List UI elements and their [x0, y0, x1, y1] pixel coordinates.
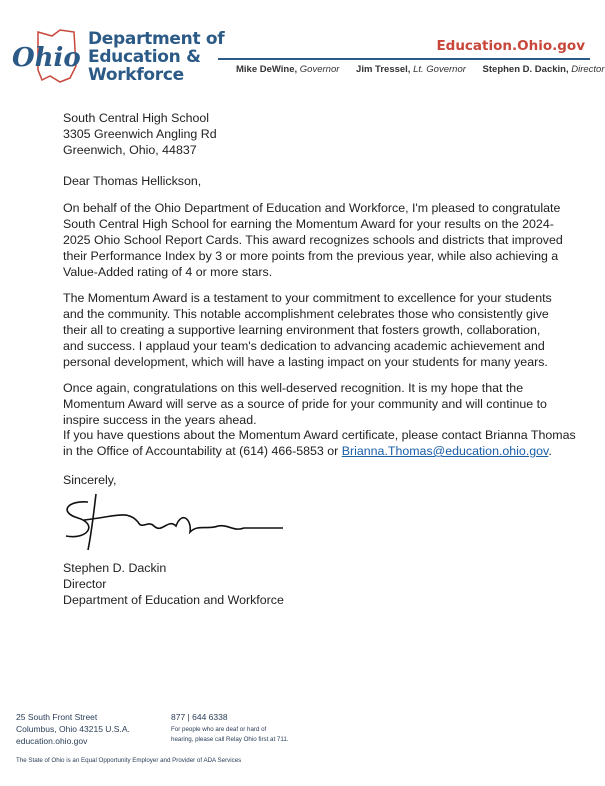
footer-line: 25 South Front Street	[16, 712, 98, 722]
footer-address	[16, 711, 130, 747]
website-link[interactable]: Education.Ohio.gov	[436, 38, 585, 54]
official-title: Director	[571, 64, 605, 75]
text-line: If you have questions about the Momentum Award certificate, please contact Brianna Thomas	[63, 428, 576, 442]
signer-block	[63, 560, 284, 608]
signature	[58, 490, 288, 555]
footer-relay: For people who are deaf or hard of	[171, 726, 267, 733]
signer-name: Stephen D. Dackin	[63, 561, 167, 575]
dept-line: Department of	[88, 29, 225, 49]
text-line: inspire success in the years ahead.	[63, 413, 257, 427]
text-line: their all to creating a supportive learning environment that fosters growth, collaboration,	[63, 323, 541, 337]
text-line: their Performance Index by 3 or more points from the previous year, while also achieving a	[63, 249, 559, 263]
dept-line: Education &	[88, 47, 201, 67]
paragraph-2	[63, 290, 552, 370]
text-line: .	[548, 444, 552, 458]
footer-relay: hearing, please call Relay Ohio first at 711.	[171, 736, 289, 743]
address-line: 3305 Greenwich Angling Rd	[63, 127, 217, 141]
officials	[236, 64, 605, 75]
text-line: 2025 Ohio School Report Cards. This award recognizes schools and districts that improved	[63, 233, 563, 247]
closing: Sincerely,	[63, 473, 117, 487]
official-title: Governor	[299, 64, 340, 75]
text-line: personal development, which will have a lasting impact on your students for many years.	[63, 355, 548, 369]
paragraph-1	[63, 200, 563, 280]
department-name	[88, 30, 224, 84]
text-line: and the community. This notable accomplishment celebrates those who consistently give	[63, 307, 549, 321]
header-rule	[218, 58, 590, 60]
text-line: Once again, congratulations on this well-deserved recognition. It is my hope that the	[63, 381, 524, 395]
footer-line: Columbus, Ohio 43215 U.S.A.	[16, 724, 130, 734]
text-line: Momentum Award will serve as a source of pride for your community and will continue to	[63, 397, 547, 411]
footer-website[interactable]: education.ohio.gov	[16, 736, 88, 746]
signer-title: Director	[63, 577, 107, 591]
text-line: South Central High School for earning the Momentum Award for your results on the 2024-	[63, 217, 554, 231]
official-name: Mike DeWine,	[236, 64, 298, 75]
text-line: and success. I applaud your team's dedication to advancing academic achievement and	[63, 339, 545, 353]
footer-phone: 877 | 644 6338	[171, 712, 228, 722]
footer-eeo: The State of Ohio is an Equal Opportunity Employer and Provider of ADA Services	[16, 757, 242, 764]
paragraph-3	[63, 380, 547, 428]
salutation: Dear Thomas Hellickson,	[63, 174, 202, 188]
text-line: in the Office of Accountability at (614) 466-5853 or	[63, 444, 342, 458]
contact-paragraph	[63, 427, 576, 459]
address-line: South Central High School	[63, 111, 210, 125]
signer-department: Department of Education and Workforce	[63, 593, 284, 607]
text-line: Value-Added rating of 4 or more stars.	[63, 265, 273, 279]
official-title: Lt. Governor	[413, 64, 466, 75]
text-line: On behalf of the Ohio Department of Education and Workforce, I'm pleased to congratulate	[63, 201, 561, 215]
official-name: Stephen D. Dackin,	[482, 64, 569, 75]
svg-text:Ohio: Ohio	[12, 43, 81, 73]
recipient-address	[63, 110, 217, 158]
official-name: Jim Tressel,	[356, 64, 411, 75]
text-line: The Momentum Award is a testament to your commitment to excellence for your students	[63, 291, 552, 305]
footer-phone-block	[171, 711, 289, 745]
dept-line: Workforce	[88, 65, 184, 85]
address-line: Greenwich, Ohio, 44837	[63, 143, 197, 157]
ohio-logo	[8, 26, 88, 86]
email-link[interactable]: Brianna.Thomas@education.ohio.gov	[341, 444, 549, 458]
